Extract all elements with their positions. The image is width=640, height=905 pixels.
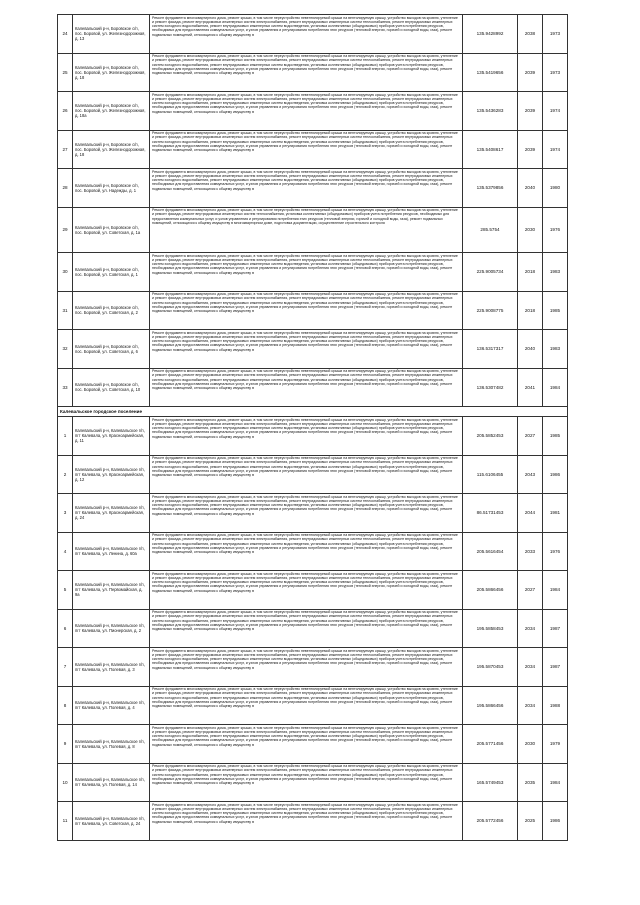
table-row	[58, 130, 568, 169]
row-number: 32	[58, 330, 73, 369]
row-planned-year: 2039	[518, 53, 543, 92]
row-build-year: 1980	[543, 169, 568, 208]
row-cost: 225.9005734	[463, 253, 518, 292]
table-row	[58, 330, 568, 369]
row-number: 6	[58, 609, 73, 648]
table-row	[58, 648, 568, 687]
row-address: Калевальский р-н, Боровское с/п, пос. Боровой, ул. Советская, д. 6	[73, 330, 150, 369]
row-cost: 165.5749453	[463, 763, 518, 802]
row-planned-year: 2018	[518, 291, 543, 330]
row-planned-year: 2035	[518, 763, 543, 802]
row-cost: 135.5408617	[463, 130, 518, 169]
row-planned-year: 2043	[518, 455, 543, 494]
row-address: Калевальский р-н, Калевальское г/п, пгт Калевала, ул. Полевая, д. 8	[73, 725, 150, 764]
row-build-year: 1985	[543, 291, 568, 330]
row-address: Калевальский р-н, Калевальское г/п, пгт Калевала, ул. Красноармейская, д. 24	[73, 494, 150, 533]
row-build-year: 1984	[543, 571, 568, 610]
row-number: 9	[58, 725, 73, 764]
row-build-year: 1988	[543, 686, 568, 725]
row-work-description: Ремонт фундамента многоквартирного дома, ремонт крыши, в том числе переустройство невентилируемой крыши на вентилируемую крышу, устройство выходов на кровлю, утепление и ремонт фасада, ремонт внутридомовых инженерных систем электроснабжения, ремонт внутридомовых инженерных систем теплоснабжения, ремонт внутридомовых инженерных систем холодного водоснабжения, ремонт внутридомовых инженерных систем водоотведения, установка коллективных (общедомовых) приборов учета потребления ресурсов, необходимых для предоставления коммунальных услуг, и узлов управления и регулирования потребления этих ресурсов (тепловой энергии, горячей и холодной воды, газа), ремонт подвальных помещений, относящихся к общему имуществу в	[150, 648, 463, 687]
row-planned-year: 2030	[518, 725, 543, 764]
row-cost: 115.6106455	[463, 455, 518, 494]
row-cost: 205.5852453	[463, 417, 518, 456]
table-row	[58, 763, 568, 802]
row-number: 24	[58, 15, 73, 54]
row-number: 26	[58, 92, 73, 131]
row-build-year: 1986	[543, 455, 568, 494]
row-address: Калевальский р-н, Калевальское г/п, пгт Калевала, ул. Пионерская, д. 2	[73, 609, 150, 648]
row-address: Калевальский р-н, Калевальское г/п, пгт Калевала, ул. Полевая, д. 14	[73, 763, 150, 802]
row-planned-year: 2034	[518, 686, 543, 725]
table-row	[58, 686, 568, 725]
row-number: 33	[58, 368, 73, 407]
row-cost: 205.5772456	[463, 802, 518, 841]
row-planned-year: 2040	[518, 169, 543, 208]
row-address: Калевальский р-н, Боровское с/п, пос. Боровой, ул. Советская, д. 1а	[73, 207, 150, 253]
row-work-description: Ремонт фундамента многоквартирного дома, ремонт крыши, в том числе переустройство невентилируемой крыши на вентилируемую крышу, устройство выходов на кровлю, утепление и ремонт фасада, ремонт внутридомовых инженерных систем электроснабжения, ремонт внутридомовых инженерных систем теплоснабжения, ремонт внутридомовых инженерных систем холодного водоснабжения, ремонт внутридомовых инженерных систем водоотведения, установка коллективных (общедомовых) приборов учета потребления ресурсов, необходимых для предоставления коммунальных услуг, и узлов управления и регулирования потребления этих ресурсов (тепловой энергии, горячей и холодной воды, газа), ремонт подвальных помещений, относящихся к общему имуществу в	[150, 92, 463, 131]
row-work-description: Ремонт фундамента многоквартирного дома, ремонт крыши, в том числе переустройство невентилируемой крыши на вентилируемую крышу, устройство выходов на кровлю, утепление и ремонт фасада, ремонт внутридомовых инженерных систем электроснабжения, ремонт внутридомовых инженерных систем теплоснабжения, ремонт внутридомовых инженерных систем холодного водоснабжения, ремонт внутридомовых инженерных систем водоотведения, установка коллективных (общедомовых) приборов учета потребления ресурсов, необходимых для предоставления коммунальных услуг, и узлов управления и регулирования потребления этих ресурсов (тепловой энергии, горячей и холодной воды, газа), ремонт подвальных помещений, относящихся к общему имуществу в	[150, 686, 463, 725]
table-row	[58, 169, 568, 208]
row-work-description: Ремонт фундамента многоквартирного дома, ремонт крыши, в том числе переустройство невентилируемой крыши на вентилируемую крышу, устройство выходов на кровлю, утепление и ремонт фасада, ремонт внутридомовых инженерных систем электроснабжения, ремонт внутридомовых инженерных систем теплоснабжения, ремонт внутридомовых инженерных систем холодного водоснабжения, ремонт внутридомовых инженерных систем водоотведения, установка коллективных (общедомовых) приборов учета потребления ресурсов, необходимых для предоставления коммунальных услуг, и узлов управления и регулирования потребления этих ресурсов (тепловой энергии, горячей и холодной воды, газа), ремонт подвальных помещений, относящихся к общему имуществу в	[150, 571, 463, 610]
row-work-description: Ремонт фундамента многоквартирного дома, ремонт крыши, в том числе переустройство невентилируемой крыши на вентилируемую крышу, устройство выходов на кровлю, утепление и ремонт фасада, ремонт внутридомовых инженерных систем электроснабжения, ремонт внутридомовых инженерных систем теплоснабжения, ремонт внутридомовых инженерных систем холодного водоснабжения, ремонт внутридомовых инженерных систем водоотведения, установка коллективных (общедомовых) приборов учета потребления ресурсов, необходимых для предоставления коммунальных услуг, и узлов управления и регулирования потребления этих ресурсов (тепловой энергии, горячей и холодной воды, газа), ремонт подвальных помещений, относящихся к общему имуществу в	[150, 417, 463, 456]
row-cost: 195.5858453	[463, 609, 518, 648]
row-cost: 205.5866456	[463, 571, 518, 610]
row-number: 31	[58, 291, 73, 330]
section-title: Калевальское городское поселение	[58, 407, 568, 417]
row-work-description: Ремонт фундамента многоквартирного дома, ремонт крыши, в том числе переустройство невентилируемой крыши на вентилируемую крышу, устройство выходов на кровлю, утепление и ремонт фасада, ремонт внутридомовых инженерных систем электроснабжения, ремонт внутридомовых инженерных систем теплоснабжения, ремонт внутридомовых инженерных систем холодного водоснабжения, ремонт внутридомовых инженерных систем водоотведения, установка коллективных (общедомовых) приборов учета потребления ресурсов, необходимых для предоставления коммунальных услуг, и узлов управления и регулирования потребления этих ресурсов (тепловой энергии, горячей и холодной воды, газа), ремонт подвальных помещений, относящихся к общему имуществу в	[150, 763, 463, 802]
row-work-description: Ремонт фундамента многоквартирного дома, ремонт крыши, в том числе переустройство невентилируемой крыши на вентилируемую крышу, устройство выходов на кровлю, утепление и ремонт фасада, ремонт внутридомовых инженерных систем электроснабжения, ремонт внутридомовых инженерных систем теплоснабжения, ремонт внутридомовых инженерных систем холодного водоснабжения, ремонт внутридомовых инженерных систем водоотведения, установка коллективных (общедомовых) приборов учета потребления ресурсов, необходимых для предоставления коммунальных услуг, и узлов управления и регулирования потребления этих ресурсов (тепловой энергии, горячей и холодной воды, газа), ремонт подвальных помещений, относящихся к общему имуществу в	[150, 291, 463, 330]
row-number: 28	[58, 169, 73, 208]
row-address: Калевальский р-н, Калевальское г/п, пгт Калевала, ул. Советская, д. 24	[73, 802, 150, 841]
row-cost: 135.5419656	[463, 53, 518, 92]
row-number: 8	[58, 686, 73, 725]
row-number: 27	[58, 130, 73, 169]
row-number: 3	[58, 494, 73, 533]
row-address: Калевальский р-н, Боровское с/п, пос. Боровой, ул. Железнодорожная, д. 18	[73, 53, 150, 92]
row-build-year: 1976	[543, 207, 568, 253]
row-address: Калевальский р-н, Боровское с/п, пос. Боровой, ул. Надежды, д. 1	[73, 169, 150, 208]
document-table-sheet	[57, 14, 566, 841]
row-work-description: Ремонт фундамента многоквартирного дома, ремонт крыши, в том числе переустройство невентилируемой крыши на вентилируемую крышу, устройство выходов на кровлю, утепление и ремонт фасада, ремонт внутридомовых инженерных систем электроснабжения, ремонт внутридомовых инженерных систем теплоснабжения, ремонт внутридомовых инженерных систем холодного водоснабжения, ремонт внутридомовых инженерных систем водоотведения, установка коллективных (общедомовых) приборов учета потребления ресурсов, необходимых для предоставления коммунальных услуг, и узлов управления и регулирования потребления этих ресурсов (тепловой энергии, горячей и холодной воды, газа), ремонт подвальных помещений, относящихся к общему имуществу в	[150, 368, 463, 407]
row-address: Калевальский р-н, Боровское с/п, пос. Боровой, ул. Железнодорожная, д. 18а	[73, 92, 150, 131]
row-number: 11	[58, 802, 73, 841]
row-build-year: 1983	[543, 253, 568, 292]
table-row	[58, 368, 568, 407]
row-cost: 136.5307482	[463, 368, 518, 407]
row-planned-year: 2027	[518, 571, 543, 610]
table-row	[58, 253, 568, 292]
row-planned-year: 2044	[518, 494, 543, 533]
row-build-year: 1973	[543, 15, 568, 54]
row-work-description: Ремонт фундамента многоквартирного дома, ремонт крыши, в том числе переустройство невентилируемой крыши на вентилируемую крышу, устройство выходов на кровлю, утепление и ремонт фасада, ремонт внутридомовых инженерных систем электроснабжения, ремонт внутридомовых инженерных систем теплоснабжения, ремонт внутридомовых инженерных систем холодного водоснабжения, ремонт внутридомовых инженерных систем водоотведения, установка коллективных (общедомовых) приборов учета потребления ресурсов, необходимых для предоставления коммунальных услуг, и узлов управления и регулирования потребления этих ресурсов (тепловой энергии, горячей и холодной воды, газа), ремонт подвальных помещений, относящихся к общему имуществу в	[150, 53, 463, 92]
row-planned-year: 2039	[518, 92, 543, 131]
row-planned-year: 2040	[518, 330, 543, 369]
row-build-year: 1984	[543, 368, 568, 407]
row-address: Калевальский р-н, Боровское с/п, пос. Боровой, ул. Советская, д. 10	[73, 368, 150, 407]
row-work-description: Ремонт фундамента многоквартирного дома, ремонт крыши, в том числе переустройство невентилируемой крыши на вентилируемую крышу, устройство выходов на кровлю, утепление и ремонт фасада, ремонт внутридомовых инженерных систем теплоснабжения, установка коллективных (общедомовых) приборов учета потребления ресурсов, необходимых для предоставления коммунальных услуг, и узлов управления и регулирования потребления этих ресурсов (тепловой энергии, горячей и холодной воды, газа), ремонт подвальных помещений, относящихся к общему имуществу в многоквартирном доме, подготовка документации, осуществление строительного контроля	[150, 207, 463, 253]
row-address: Калевальский р-н, Калевальское г/п, пгт Калевала, ул. Красноармейская, д. 11	[73, 417, 150, 456]
row-planned-year: 2038	[518, 15, 543, 54]
row-work-description: Ремонт фундамента многоквартирного дома, ремонт крыши, в том числе переустройство невентилируемой крыши на вентилируемую крышу, устройство выходов на кровлю, утепление и ремонт фасада, ремонт внутридомовых инженерных систем электроснабжения, ремонт внутридомовых инженерных систем теплоснабжения, ремонт внутридомовых инженерных систем холодного водоснабжения, ремонт внутридомовых инженерных систем водоотведения, установка коллективных (общедомовых) приборов учета потребления ресурсов, необходимых для предоставления коммунальных услуг, и узлов управления и регулирования потребления этих ресурсов (тепловой энергии, горячей и холодной воды, газа), ремонт подвальных помещений, относящихся к общему имуществу в	[150, 15, 463, 54]
row-planned-year: 2039	[518, 130, 543, 169]
row-address: Калевальский р-н, Боровское с/п, пос. Боровой, ул. Советская, д. 1	[73, 253, 150, 292]
row-number: 1	[58, 417, 73, 456]
row-planned-year: 2030	[518, 207, 543, 253]
row-work-description: Ремонт фундамента многоквартирного дома, ремонт крыши, в том числе переустройство невентилируемой крыши на вентилируемую крышу, устройство выходов на кровлю, утепление и ремонт фасада, ремонт внутридомовых инженерных систем электроснабжения, ремонт внутридомовых инженерных систем теплоснабжения, ремонт внутридомовых инженерных систем холодного водоснабжения, ремонт внутридомовых инженерных систем водоотведения, установка коллективных (общедомовых) приборов учета потребления ресурсов, необходимых для предоставления коммунальных услуг, и узлов управления и регулирования потребления этих ресурсов (тепловой энергии, горячей и холодной воды, газа), ремонт подвальных помещений, относящихся к общему имуществу в	[150, 494, 463, 533]
row-work-description: Ремонт фундамента многоквартирного дома, ремонт крыши, в том числе переустройство невентилируемой крыши на вентилируемую крышу, устройство выходов на кровлю, утепление и ремонт фасада, ремонт внутридомовых инженерных систем электроснабжения, ремонт внутридомовых инженерных систем теплоснабжения, ремонт внутридомовых инженерных систем холодного водоснабжения, ремонт внутридомовых инженерных систем водоотведения, установка коллективных (общедомовых) приборов учета потребления ресурсов, необходимых для предоставления коммунальных услуг, и узлов управления и регулирования потребления этих ресурсов (тепловой энергии, горячей и холодной воды, газа), ремонт подвальных помещений, относящихся к общему имуществу в	[150, 725, 463, 764]
row-number: 10	[58, 763, 73, 802]
table-row	[58, 802, 568, 841]
row-cost: 136.5317317	[463, 330, 518, 369]
table-row	[58, 15, 568, 54]
table-row	[58, 725, 568, 764]
row-build-year: 1976	[543, 532, 568, 571]
row-work-description: Ремонт фундамента многоквартирного дома, ремонт крыши, в том числе переустройство невентилируемой крыши на вентилируемую крышу, устройство выходов на кровлю, утепление и ремонт фасада, ремонт внутридомовых инженерных систем электроснабжения, ремонт внутридомовых инженерных систем теплоснабжения, ремонт внутридомовых инженерных систем холодного водоснабжения, ремонт внутридомовых инженерных систем водоотведения, установка коллективных (общедомовых) приборов учета потребления ресурсов, необходимых для предоставления коммунальных услуг, и узлов управления и регулирования потребления этих ресурсов (тепловой энергии, горячей и холодной воды, газа), ремонт подвальных помещений, относящихся к общему имуществу в	[150, 609, 463, 648]
row-build-year: 1985	[543, 417, 568, 456]
row-cost: 135.5379856	[463, 169, 518, 208]
row-work-description: Ремонт фундамента многоквартирного дома, ремонт крыши, в том числе переустройство невентилируемой крыши на вентилируемую крышу, устройство выходов на кровлю, утепление и ремонт фасада, ремонт внутридомовых инженерных систем электроснабжения, ремонт внутридомовых инженерных систем теплоснабжения, ремонт внутридомовых инженерных систем холодного водоснабжения, ремонт внутридомовых инженерных систем водоотведения, установка коллективных (общедомовых) приборов учета потребления ресурсов, необходимых для предоставления коммунальных услуг, и узлов управления и регулирования потребления этих ресурсов (тепловой энергии, горячей и холодной воды, газа), ремонт подвальных помещений, относящихся к общему имуществу в	[150, 130, 463, 169]
row-planned-year: 2033	[518, 532, 543, 571]
row-build-year: 1973	[543, 53, 568, 92]
row-build-year: 1974	[543, 130, 568, 169]
row-address: Калевальский р-н, Калевальское г/п, пгт Калевала, ул. Ленина, д. 60а	[73, 532, 150, 571]
row-cost: 205.5616454	[463, 532, 518, 571]
row-planned-year: 2027	[518, 417, 543, 456]
row-address: Калевальский р-н, Калевальское г/п, пгт Калевала, ул. Красноармейская, д. 12	[73, 455, 150, 494]
row-cost: 135.5436283	[463, 92, 518, 131]
row-cost: 225.9008775	[463, 291, 518, 330]
table-row	[58, 494, 568, 533]
row-cost: 135.9428992	[463, 15, 518, 54]
row-number: 7	[58, 648, 73, 687]
row-build-year: 1987	[543, 609, 568, 648]
row-work-description: Ремонт фундамента многоквартирного дома, ремонт крыши, в том числе переустройство невентилируемой крыши на вентилируемую крышу, устройство выходов на кровлю, утепление и ремонт фасада, ремонт внутридомовых инженерных систем электроснабжения, ремонт внутридомовых инженерных систем теплоснабжения, ремонт внутридомовых инженерных систем холодного водоснабжения, ремонт внутридомовых инженерных систем водоотведения, установка коллективных (общедомовых) приборов учета потребления ресурсов, необходимых для предоставления коммунальных услуг, и узлов управления и регулирования потребления этих ресурсов (тепловой энергии, горячей и холодной воды, газа), ремонт подвальных помещений, относящихся к общему имуществу в	[150, 455, 463, 494]
row-work-description: Ремонт фундамента многоквартирного дома, ремонт крыши, в том числе переустройство невентилируемой крыши на вентилируемую крышу, устройство выходов на кровлю, утепление и ремонт фасада, ремонт внутридомовых инженерных систем электроснабжения, ремонт внутридомовых инженерных систем теплоснабжения, ремонт внутридомовых инженерных систем холодного водоснабжения, ремонт внутридомовых инженерных систем водоотведения, установка коллективных (общедомовых) приборов учета потребления ресурсов, необходимых для предоставления коммунальных услуг, и узлов управления и регулирования потребления этих ресурсов (тепловой энергии, горячей и холодной воды, газа), ремонт подвальных помещений, относящихся к общему имуществу в	[150, 330, 463, 369]
row-number: 5	[58, 571, 73, 610]
table-row	[58, 417, 568, 456]
table-row	[58, 291, 568, 330]
row-build-year: 1986	[543, 802, 568, 841]
row-address: Калевальский р-н, Калевальское г/п, пгт Калевала, ул. Полевая, д. 4	[73, 686, 150, 725]
row-address: Калевальский р-н, Калевальское г/п, пгт Калевала, ул. Полевая, д. 3	[73, 648, 150, 687]
table-row	[58, 609, 568, 648]
row-number: 25	[58, 53, 73, 92]
row-cost: 195.5866456	[463, 686, 518, 725]
table-row	[58, 571, 568, 610]
row-work-description: Ремонт фундамента многоквартирного дома, ремонт крыши, в том числе переустройство невентилируемой крыши на вентилируемую крышу, устройство выходов на кровлю, утепление и ремонт фасада, ремонт внутридомовых инженерных систем электроснабжения, ремонт внутридомовых инженерных систем теплоснабжения, ремонт внутридомовых инженерных систем холодного водоснабжения, ремонт внутридомовых инженерных систем водоотведения, установка коллективных (общедомовых) приборов учета потребления ресурсов, необходимых для предоставления коммунальных услуг, и узлов управления и регулирования потребления этих ресурсов (тепловой энергии, горячей и холодной воды, газа), ремонт подвальных помещений, относящихся к общему имуществу в	[150, 532, 463, 571]
section-1-body	[58, 15, 568, 407]
row-cost: 205.5771456	[463, 725, 518, 764]
capital-repair-table	[57, 14, 568, 841]
row-address: Калевальский р-н, Калевальское г/п, пгт Калевала, ул. Первомайская, д. 9а	[73, 571, 150, 610]
table-row	[58, 532, 568, 571]
row-planned-year: 2041	[518, 368, 543, 407]
row-build-year: 1983	[543, 330, 568, 369]
row-address: Калевальский р-н, Боровское с/п, пос. Боровой, ул. Советская, д. 2	[73, 291, 150, 330]
row-number: 30	[58, 253, 73, 292]
row-number: 2	[58, 455, 73, 494]
section-2-body	[58, 417, 568, 841]
row-number: 4	[58, 532, 73, 571]
row-build-year: 1984	[543, 763, 568, 802]
row-planned-year: 2025	[518, 802, 543, 841]
section-2-header	[58, 407, 568, 417]
row-work-description: Ремонт фундамента многоквартирного дома, ремонт крыши, в том числе переустройство невентилируемой крыши на вентилируемую крышу, устройство выходов на кровлю, утепление и ремонт фасада, ремонт внутридомовых инженерных систем электроснабжения, ремонт внутридомовых инженерных систем теплоснабжения, ремонт внутридомовых инженерных систем холодного водоснабжения, ремонт внутридомовых инженерных систем водоотведения, установка коллективных (общедомовых) приборов учета потребления ресурсов, необходимых для предоставления коммунальных услуг, и узлов управления и регулирования потребления этих ресурсов (тепловой энергии, горячей и холодной воды, газа), ремонт подвальных помещений, относящихся к общему имуществу в	[150, 253, 463, 292]
row-build-year: 1981	[543, 494, 568, 533]
row-build-year: 1974	[543, 92, 568, 131]
row-cost: 86.51731453	[463, 494, 518, 533]
row-cost: 195.5870453	[463, 648, 518, 687]
row-work-description: Ремонт фундамента многоквартирного дома, ремонт крыши, в том числе переустройство невентилируемой крыши на вентилируемую крышу, устройство выходов на кровлю, утепление и ремонт фасада, ремонт внутридомовых инженерных систем электроснабжения, ремонт внутридомовых инженерных систем теплоснабжения, ремонт внутридомовых инженерных систем холодного водоснабжения, ремонт внутридомовых инженерных систем водоотведения, установка коллективных (общедомовых) приборов учета потребления ресурсов, необходимых для предоставления коммунальных услуг, и узлов управления и регулирования потребления этих ресурсов (тепловой энергии, горячей и холодной воды, газа), ремонт подвальных помещений, относящихся к общему имуществу в	[150, 802, 463, 841]
row-address: Калевальский р-н, Боровское с/п, пос. Боровой, ул. Железнодорожная, д. 13	[73, 15, 150, 54]
table-row	[58, 53, 568, 92]
table-row	[58, 207, 568, 253]
row-planned-year: 2018	[518, 253, 543, 292]
row-number: 29	[58, 207, 73, 253]
row-build-year: 1979	[543, 725, 568, 764]
table-row	[58, 92, 568, 131]
row-cost: 285.5754	[463, 207, 518, 253]
row-address: Калевальский р-н, Боровское с/п, пос. Боровой, ул. Железнодорожная, д. 18	[73, 130, 150, 169]
table-row	[58, 455, 568, 494]
row-work-description: Ремонт фундамента многоквартирного дома, ремонт крыши, в том числе переустройство невентилируемой крыши на вентилируемую крышу, устройство выходов на кровлю, утепление и ремонт фасада, ремонт внутридомовых инженерных систем электроснабжения, ремонт внутридомовых инженерных систем теплоснабжения, ремонт внутридомовых инженерных систем холодного водоснабжения, ремонт внутридомовых инженерных систем водоотведения, установка коллективных (общедомовых) приборов учета потребления ресурсов, необходимых для предоставления коммунальных услуг, и узлов управления и регулирования потребления этих ресурсов (тепловой энергии, горячей и холодной воды, газа), ремонт подвальных помещений, относящихся к общему имуществу в	[150, 169, 463, 208]
row-planned-year: 2034	[518, 609, 543, 648]
row-build-year: 1987	[543, 648, 568, 687]
row-planned-year: 2034	[518, 648, 543, 687]
